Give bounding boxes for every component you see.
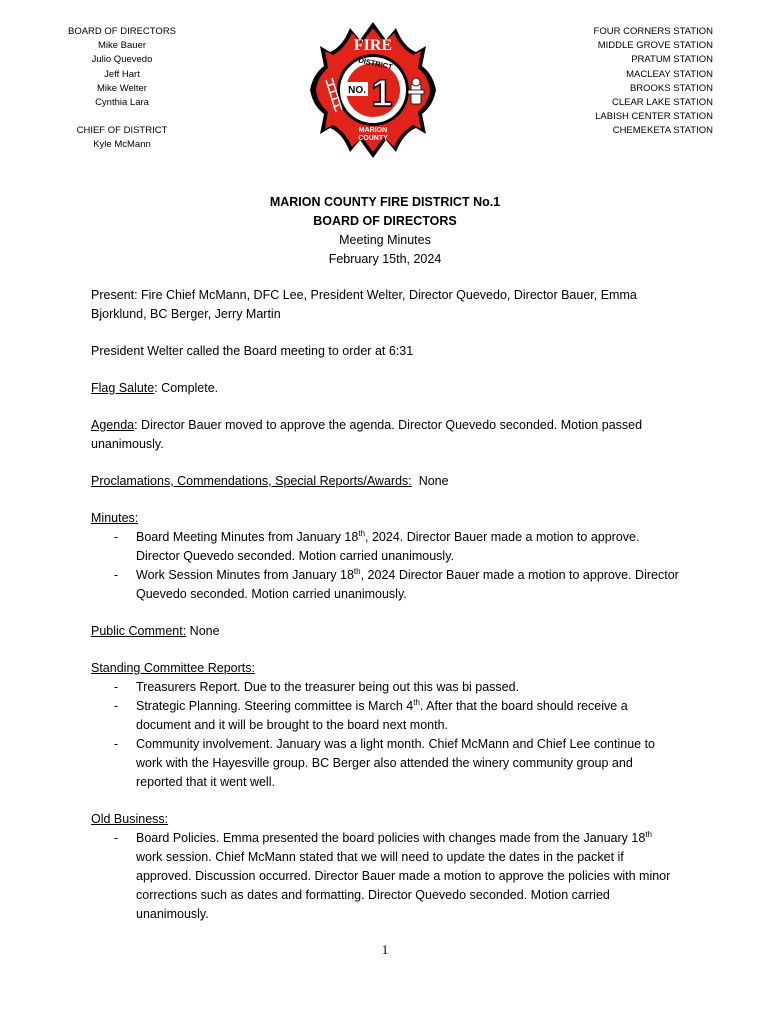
- stations-list: [543, 25, 713, 139]
- station-name: CLEAR LAKE STATION: [611, 97, 713, 109]
- title-block: [0, 193, 770, 269]
- present-paragraph: Present: Fire Chief McMann, DFC Lee, President Welter, Director Quevedo, Director Bauer, Emma Bjorklund, BC Berger, Jerry Martin: [91, 288, 637, 321]
- station-name: MIDDLE GROVE STATION: [597, 40, 713, 52]
- meeting-date: February 15th, 2024: [328, 252, 442, 266]
- flag-salute-label: Flag Salute: [91, 381, 155, 395]
- list-item: - Board Policies. Emma presented the board policies with changes made from the January 18th work session. Chief McMann stated that we will need to update the dates in the packet if approved. Discussion occurred. Director Bauer made a motion to approve the policies with minor corrections such as dates and formatting. Director Quevedo seconded. Motion carried unanimously.: [91, 829, 681, 924]
- proclamations-text: None: [411, 474, 449, 488]
- old-business-section: [91, 810, 681, 924]
- director-name: Mike Bauer: [97, 40, 147, 52]
- agenda-label: Agenda: [91, 418, 135, 432]
- public-comment-label: Public Comment:: [91, 624, 187, 638]
- public-comment-text: None: [186, 624, 220, 638]
- logo-fire-text: FIRE: [353, 37, 393, 54]
- minutes-label: Minutes:: [91, 511, 139, 525]
- page-number: 1: [381, 942, 389, 957]
- logo-numeral: 1: [371, 73, 393, 115]
- fire-district-logo: [308, 20, 438, 160]
- flag-salute-text: : Complete.: [154, 381, 219, 395]
- list-item: - Treasurers Report. Due to the treasurer being out this was bi passed.: [91, 678, 681, 697]
- station-name: LABISH CENTER STATION: [595, 111, 713, 123]
- proclamations-paragraph: [91, 472, 681, 491]
- logo-no-text: NO.: [348, 85, 366, 96]
- director-name: Mike Welter: [97, 82, 147, 94]
- director-name: Jeff Hart: [104, 68, 140, 80]
- flag-salute-paragraph: [91, 379, 681, 398]
- old-business-label: Old Business:: [91, 812, 169, 826]
- station-name: MACLEAY STATION: [626, 68, 713, 80]
- director-name: Julio Quevedo: [91, 54, 153, 66]
- logo-county-text: COUNTY: [358, 135, 388, 142]
- minutes-section: [91, 509, 681, 604]
- list-item: - Community involvement. January was a light month. Chief McMann and Chief Lee continue to work with the Hayesville group. BC Berger also attended the winery community group and reported that it went well.: [91, 735, 681, 792]
- standing-committee-section: [91, 659, 681, 792]
- minutes-body: [91, 286, 681, 924]
- logo-marion-text: MARION: [358, 127, 388, 134]
- list-item: - Board Meeting Minutes from January 18th, 2024. Director Bauer made a motion to approve. Director Quevedo seconded. Motion carried unanimously.: [91, 528, 681, 566]
- call-to-order-paragraph: President Welter called the Board meeting to order at 6:31: [91, 344, 414, 358]
- director-name: Cynthia Lara: [95, 97, 149, 109]
- document-subtitle: BOARD OF DIRECTORS: [313, 214, 457, 228]
- meeting-type: Meeting Minutes: [339, 233, 431, 247]
- station-name: CHEMEKETA STATION: [612, 125, 713, 137]
- list-item: - Strategic Planning. Steering committee is March 4th. After that the board should receive a document and it will be brought to the board next month.: [91, 697, 681, 735]
- board-title: BOARD OF DIRECTORS: [67, 26, 177, 37]
- station-name: FOUR CORNERS STATION: [593, 26, 713, 37]
- board-of-directors-block: [62, 25, 182, 153]
- document-title: MARION COUNTY FIRE DISTRICT No.1: [269, 195, 501, 209]
- agenda-text: : Director Bauer moved to approve the agenda. Director Quevedo seconded. Motion passed unanimously.: [91, 418, 643, 451]
- station-name: BROOKS STATION: [629, 82, 713, 94]
- chief-title: CHIEF OF DISTRICT: [76, 125, 168, 137]
- public-comment-paragraph: [91, 622, 681, 641]
- standing-committee-label: Standing Committee Reports:: [91, 661, 255, 675]
- chief-name: Kyle McMann: [93, 139, 151, 151]
- station-name: PRATUM STATION: [631, 54, 713, 66]
- list-item: - Work Session Minutes from January 18th, 2024 Director Bauer made a motion to approve. Director Quevedo seconded. Motion carried unanimously.: [91, 566, 681, 604]
- agenda-paragraph: [91, 416, 681, 454]
- logo-district-text: DISTRICT: [357, 55, 394, 72]
- proclamations-label: Proclamations, Commendations, Special Reports/Awards:: [91, 474, 412, 488]
